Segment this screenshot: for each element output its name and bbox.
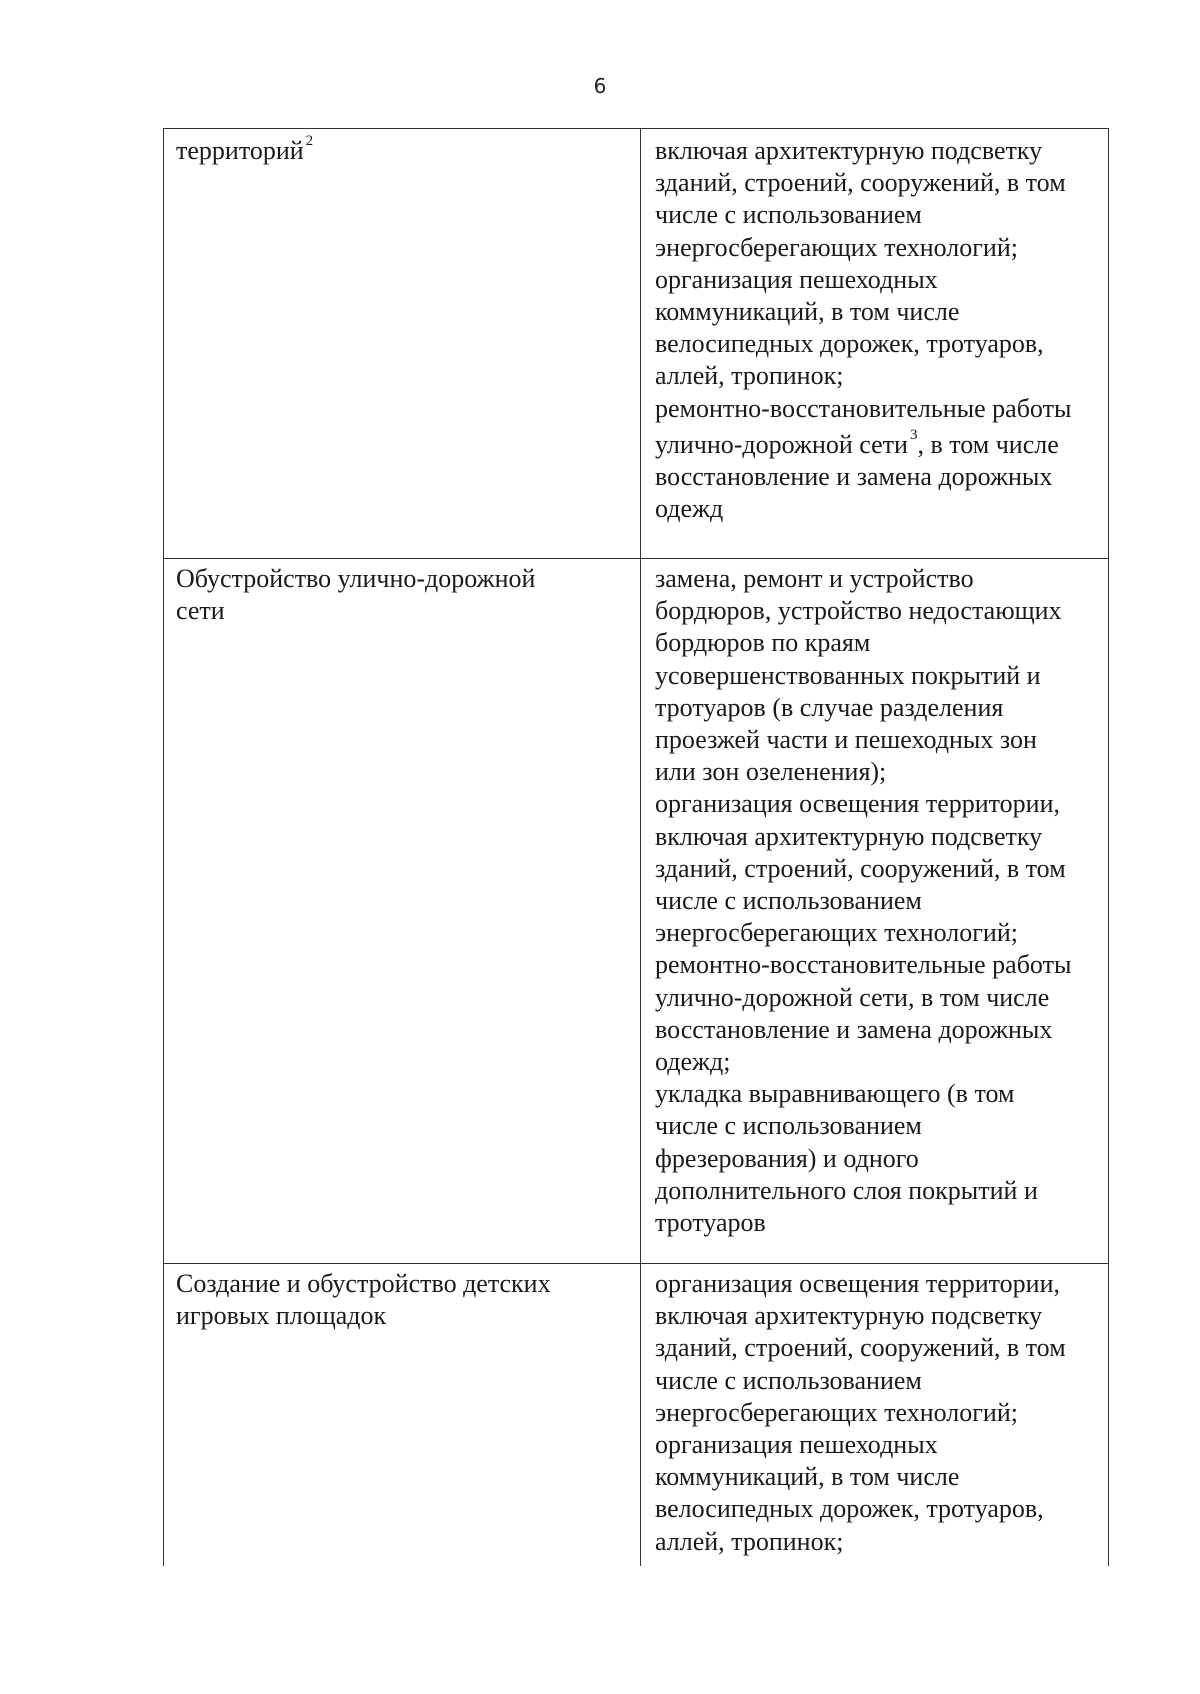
cell-line: зданий, строений, сооружений, в том: [655, 168, 1066, 198]
cell-line: замена, ремонт и устройство: [655, 564, 974, 593]
cell-line: [176, 135, 630, 167]
cell-line: дополнительного слоя покрытий и: [655, 1175, 1038, 1205]
table-cell-works: [641, 559, 1109, 1264]
table-row: [164, 559, 1109, 1264]
table-cell-category: [164, 129, 641, 559]
table-cell-works: [641, 129, 1109, 559]
cell-line: проезжей части и пешеходных зон: [655, 725, 1037, 755]
cell-line: укладка выравнивающего (в том: [655, 1079, 1015, 1109]
category-text: территорий: [176, 136, 304, 165]
cell-line: [655, 429, 1102, 461]
cell-line: зданий, строений, сооружений, в том: [655, 1333, 1066, 1363]
cell-line: бордюров по краям: [655, 628, 871, 658]
cell-line: числе с использованием: [655, 1111, 922, 1141]
cell-line: восстановление и замена дорожных: [655, 462, 1053, 492]
cell-line: включая архитектурную подсветку: [655, 1301, 1043, 1331]
cell-line: тротуаров (в случае разделения: [655, 692, 1004, 722]
cell-line: или зон озеленения);: [655, 757, 887, 787]
table-row: [164, 129, 1109, 559]
cell-line: энергосберегающих технологий;: [655, 918, 1018, 948]
cell-line: энергосберегающих технологий;: [655, 1397, 1018, 1427]
cell-text: улично-дорожной сети: [655, 429, 908, 459]
cell-line: ремонтно-восстановительные работы: [655, 393, 1072, 423]
table-row: [164, 1264, 1109, 1567]
table-cell-category: [164, 559, 641, 1264]
cell-line: одежд: [655, 494, 724, 524]
cell-line: велосипедных дорожек, тротуаров,: [655, 1494, 1044, 1524]
cell-line: включая архитектурную подсветку: [655, 136, 1043, 165]
cell-line: числе с использованием: [655, 1365, 922, 1395]
page-number: 6: [593, 74, 607, 98]
cell-line: ремонтно-восстановительные работы: [655, 950, 1072, 980]
cell-line: усовершенствованных покрытий и: [655, 660, 1041, 690]
cell-line: фрезерования) и одного: [655, 1143, 919, 1173]
cell-line: одежд;: [655, 1047, 731, 1077]
footnote-marker: 2: [305, 133, 314, 150]
cell-line: игровых площадок: [176, 1301, 387, 1331]
cell-line: Создание и обустройство детских: [176, 1269, 551, 1298]
cell-line: бордюров, устройство недостающих: [655, 596, 1062, 626]
table-cell-category: [164, 1264, 641, 1567]
cell-line: коммуникаций, в том числе: [655, 297, 960, 327]
table-cell-works: [641, 1264, 1109, 1567]
cell-line: организация освещения территории,: [655, 789, 1060, 819]
cell-line: организация пешеходных: [655, 1430, 938, 1460]
cell-line: числе с использованием: [655, 200, 922, 230]
cell-line: коммуникаций, в том числе: [655, 1462, 960, 1492]
footnote-marker: 3: [909, 427, 918, 444]
cell-line: Обустройство улично-дорожной: [176, 564, 536, 593]
cell-line: энергосберегающих технологий;: [655, 232, 1018, 262]
cell-line: зданий, строений, сооружений, в том: [655, 853, 1066, 883]
cell-line: числе с использованием: [655, 886, 922, 916]
cell-line: организация освещения территории,: [655, 1269, 1060, 1298]
cell-line: тротуаров: [655, 1208, 766, 1238]
cell-line: включая архитектурную подсветку: [655, 821, 1043, 851]
cell-line: сети: [176, 596, 225, 626]
cell-line: восстановление и замена дорожных: [655, 1014, 1053, 1044]
cell-line: улично-дорожной сети, в том числе: [655, 982, 1050, 1012]
cell-line: организация пешеходных: [655, 264, 938, 294]
cell-line: аллей, тропинок;: [655, 1526, 844, 1556]
cell-line: аллей, тропинок;: [655, 361, 844, 391]
cell-line: велосипедных дорожек, тротуаров,: [655, 329, 1044, 359]
cell-text: , в том числе: [917, 429, 1059, 459]
measures-table: [163, 128, 1109, 1566]
